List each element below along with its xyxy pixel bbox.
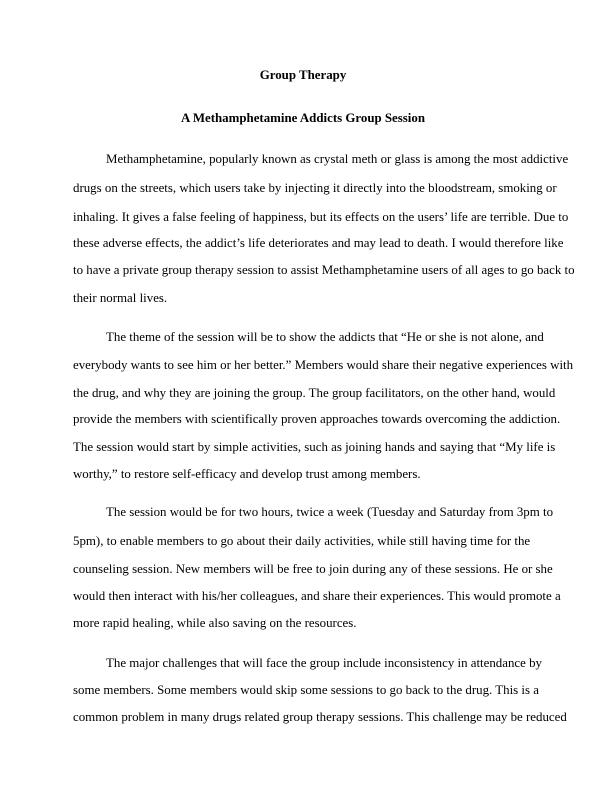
- paragraph-4-line-1: The major challenges that will face the group include inconsistency in attendance by: [106, 656, 542, 670]
- paragraph-2-line-1: The theme of the session will be to show the addicts that “He or she is not alone, and: [106, 330, 544, 344]
- paragraph-3-line-4: would then interact with his/her colleagues, and share their experiences. This would promote a: [73, 589, 561, 603]
- paragraph-2-line-2: everybody wants to see him or her better.” Members would share their negative experiences with: [73, 358, 574, 372]
- document-subtitle: A Methamphetamine Addicts Group Session: [181, 111, 425, 125]
- document-title: Group Therapy: [259, 68, 347, 82]
- paragraph-1-line-5: to have a private group therapy session to assist Methamphetamine users of all ages to go back to: [73, 263, 575, 277]
- paragraph-1-line-2: drugs on the streets, which users take by injecting it directly into the bloodstream, smoking or: [73, 181, 557, 195]
- paragraph-2-line-6: worthy,” to restore self-efficacy and develop trust among members.: [73, 467, 421, 481]
- paragraph-3-line-1: The session would be for two hours, twice a week (Tuesday and Saturday from 3pm to: [106, 505, 554, 519]
- paragraph-4-line-3: common problem in many drugs related group therapy sessions. This challenge may be reduced: [73, 710, 567, 724]
- paragraph-1-line-1: Methamphetamine, popularly known as crystal meth or glass is among the most addictive: [106, 152, 569, 166]
- paragraph-3-line-5: more rapid healing, while also saving on the resources.: [73, 616, 357, 630]
- paragraph-4-line-2: some members. Some members would skip some sessions to go back to the drug. This is a: [73, 683, 539, 697]
- paragraph-3-line-3: counseling session. New members will be free to join during any of these sessions. He or she: [73, 562, 553, 576]
- paragraph-2-line-4: provide the members with scientifically proven approaches towards overcoming the addiction.: [73, 412, 561, 426]
- paragraph-3-line-2: 5pm), to enable members to go about their daily activities, while still having time for the: [73, 534, 531, 548]
- paragraph-2-line-3: the drug, and why they are joining the group. The group facilitators, on the other hand, would: [73, 386, 556, 400]
- paragraph-1-line-6: their normal lives.: [73, 291, 168, 305]
- paragraph-1-line-3: inhaling. It gives a false feeling of happiness, but its effects on the users’ life are terrible. Due to: [73, 210, 569, 224]
- paragraph-1-line-4: these adverse effects, the addict’s life deteriorates and may lead to death. I would therefore like: [73, 236, 564, 250]
- paragraph-2-line-5: The session would start by simple activities, such as joining hands and saying that “My life is: [73, 440, 556, 454]
